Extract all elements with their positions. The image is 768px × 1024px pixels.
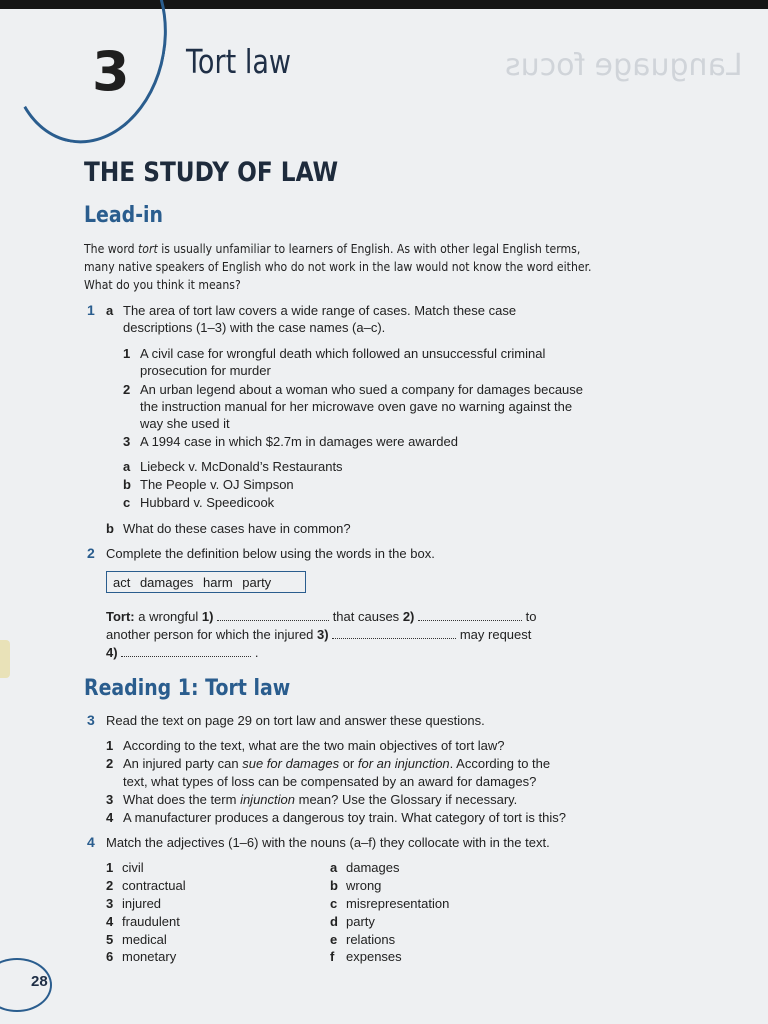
adjective: civil: [122, 860, 144, 875]
adjective: medical: [122, 932, 167, 947]
question-term: injunction: [240, 792, 295, 807]
description-1-line2: prosecution for murder: [140, 363, 271, 378]
question-text: An injured party can: [123, 756, 243, 771]
gap-number: 4): [106, 645, 118, 660]
adjective: contractual: [122, 878, 186, 893]
exercise-1a-label: a: [106, 303, 114, 318]
description-2-line3: way she used it: [140, 416, 230, 431]
question-term: for an injunction: [357, 756, 450, 771]
definition-text: to: [525, 609, 537, 624]
noun-letter: d: [330, 914, 338, 929]
question-number: 3: [106, 792, 114, 807]
adjective: injured: [122, 896, 162, 911]
description-3-line1: A 1994 case in which $2.7m in damages were awarded: [140, 434, 458, 449]
unit-number: 3: [92, 40, 130, 103]
noun: misrepresentation: [346, 896, 450, 911]
unit-title: Tort law: [186, 42, 292, 81]
noun-letter: e: [330, 932, 338, 947]
section-title: THE STUDY OF LAW: [84, 157, 339, 188]
noun-letter: b: [330, 878, 338, 893]
noun: wrong: [346, 878, 382, 893]
noun-letter: c: [330, 896, 338, 911]
description-1-line1: A civil case for wrongful death which followed an unsuccessful criminal: [140, 346, 546, 361]
noun: relations: [346, 932, 396, 947]
question-text: What does the term: [123, 792, 241, 807]
page-number: 28: [31, 973, 48, 990]
exercise-1a-line1: The area of tort law covers a wide range of cases. Match these case: [123, 303, 517, 318]
definition-line2: [106, 626, 531, 643]
question-number: 1: [106, 738, 114, 753]
question-number: 4: [106, 810, 114, 825]
lead-in-heading: Lead-in: [84, 203, 164, 228]
gap-number: 1): [201, 609, 214, 624]
description-2-line2: the instruction manual for her microwave oven gave no warning against the: [140, 399, 573, 414]
noun: party: [346, 914, 375, 929]
question-1: According to the text, what are the two main objectives of tort law?: [123, 738, 505, 753]
case-name: Liebeck v. McDonald’s Restaurants: [140, 459, 343, 474]
exercise-4-instruction: Match the adjectives (1–6) with the nouns (a–f) they collocate with in the text.: [106, 835, 550, 850]
word-box: act damages harm party: [106, 571, 306, 593]
question-text: or: [339, 756, 358, 771]
adjective-number: 3: [106, 896, 114, 911]
description-number: 3: [123, 434, 131, 449]
gap-number: 3): [317, 627, 329, 642]
adjective: monetary: [122, 949, 177, 964]
description-number: 1: [123, 346, 131, 361]
exercise-4-number: 4: [87, 834, 95, 850]
noun-letter: f: [330, 949, 335, 964]
exercise-1b-text: What do these cases have in common?: [123, 521, 351, 536]
adjective-number: 6: [106, 949, 114, 964]
noun: damages: [346, 860, 400, 875]
case-letter: a: [123, 459, 131, 474]
definition-text: another person for which the injured: [106, 627, 314, 642]
definition-term: Tort:: [106, 609, 135, 624]
gap-2-blank[interactable]: [418, 610, 522, 621]
exercise-1a-line2: descriptions (1–3) with the case names (a–c).: [123, 320, 386, 335]
case-letter: b: [123, 477, 131, 492]
question-term: sue for damages: [242, 756, 340, 771]
case-name: Hubbard v. Speedicook: [140, 495, 275, 510]
description-number: 2: [123, 382, 131, 397]
noun-letter: a: [330, 860, 338, 875]
definition-text: that causes: [332, 609, 400, 624]
show-through-text: Language focus: [505, 48, 743, 83]
intro-term: tort: [138, 241, 158, 256]
adjective-number: 2: [106, 878, 114, 893]
adjective-number: 5: [106, 932, 114, 947]
question-4: A manufacturer produces a dangerous toy train. What category of tort is this?: [123, 810, 566, 825]
question-3: [123, 791, 517, 808]
exercise-3-number: 3: [87, 712, 95, 728]
exercise-1-number: 1: [87, 302, 95, 318]
gap-4-blank[interactable]: [121, 646, 251, 657]
exercise-2-number: 2: [87, 545, 95, 561]
question-number: 2: [106, 756, 114, 771]
definition-text: may request: [459, 627, 532, 642]
exercise-1b-label: b: [106, 521, 114, 536]
definition-end: .: [254, 645, 259, 660]
intro-text: The word: [84, 241, 139, 256]
question-text: . According to the: [449, 756, 551, 771]
case-name: The People v. OJ Simpson: [140, 477, 294, 492]
question-2-line2: text, what types of loss can be compensated by an award for damages?: [123, 774, 537, 789]
adjective-number: 1: [106, 860, 114, 875]
reading-heading: Reading 1: Tort law: [84, 676, 291, 701]
adjective: fraudulent: [122, 914, 180, 929]
noun: expenses: [346, 949, 402, 964]
sticky-tab: [0, 640, 10, 678]
definition-line1: [106, 608, 536, 625]
gap-3-blank[interactable]: [332, 628, 456, 639]
lead-in-intro: [84, 240, 612, 294]
exercise-2-instruction: Complete the definition below using the words in the box.: [106, 546, 435, 561]
question-text: mean? Use the Glossary if necessary.: [295, 792, 518, 807]
intro-text-rest: is usually unfamiliar to learners of English. As with other legal English terms, many native speakers of English who do not work in the law would not know the word either. What do you think it means?: [84, 241, 592, 292]
question-2: [123, 755, 550, 772]
definition-line3: [106, 644, 258, 661]
exercise-3-instruction: Read the text on page 29 on tort law and answer these questions.: [106, 713, 485, 728]
gap-number: 2): [402, 609, 415, 624]
definition-text: a wrongful: [138, 609, 199, 624]
gap-1-blank[interactable]: [217, 610, 329, 621]
adjective-number: 4: [106, 914, 114, 929]
description-2-line1: An urban legend about a woman who sued a company for damages because: [140, 382, 584, 397]
case-letter: c: [123, 495, 131, 510]
